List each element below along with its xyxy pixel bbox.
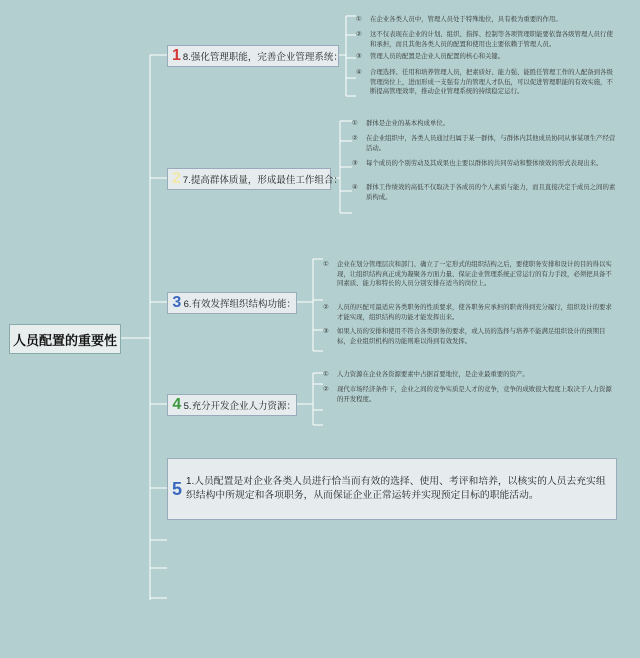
branch-3-label: 6.有效发挥组织结构功能： — [183, 299, 296, 310]
branch-1-item: ④ 合理选择、任用和培养管理人员，把素质好、能力强、能胜任管理工作的人配备到各级管理岗位上，进而形成一支强有力的管理人才队伍，可以促进管理职能的有效实施，不断提高管理效率，推动企业管理系统的持续稳定运行。 — [356, 69, 613, 95]
branch-2[interactable] — [167, 168, 343, 190]
branch-4-label: 5.充分开发企业人力资源： — [183, 401, 296, 412]
branch-5[interactable] — [167, 458, 617, 520]
branch-3-item: ② 人员的匹配可最适应各类职务的性质要求，使各职务应承担的职责得到充分履行，组织设计的要求才能实现，组织结构的功能才能发挥出来。 — [323, 304, 612, 321]
branch-4[interactable] — [167, 394, 297, 416]
branch-1-item: ③ 管理人员的配置是企业人员配置的核心和关键。 — [356, 53, 505, 60]
branch-2-item: ③ 每个成员的个别劳动及其成果也主要以群体的共同劳动和整体绩效的形式表现出来。 — [352, 160, 603, 167]
branch-2-item: ② 在企业组织中，各类人员通过归属于某一群体，与群体内其他成员协同从事某项生产经营活动。 — [352, 135, 616, 152]
branch-1-item: ① 在企业各类人员中，管理人员处于特殊地位，具有极为重要的作用。 — [356, 16, 562, 23]
branch-4-number: 4 — [172, 396, 182, 413]
branch-3-number: 3 — [172, 294, 182, 311]
branch-5-number: 5 — [172, 478, 183, 499]
branch-2-item: ① 群体是企业的基本构成单位。 — [352, 120, 450, 127]
branch-3[interactable] — [167, 292, 297, 314]
branch-3-item: ① 企业在划分管理层次和部门、确立了一定形式的组织结构之后，要使职务安排和设计的目的得以实现，让组织结构真正成为凝聚各方面力量、保证企业管理系统正常运行的有力手段，必须把具备不同素质、能力和特长的人员分别安排在适当的岗位上。 — [323, 261, 612, 287]
root-label: 人员配置的重要性 — [12, 332, 117, 348]
branch-5-text: 1.人员配置是对企业各类人员进行恰当而有效的选择、使用、考评和培养，以核实的人员去充实组织结构中所规定和各项职务，从而保证企业正常运转并实现预定目标的职能活动。 — [186, 476, 606, 501]
branch-3-item: ③ 如果人员的安排和使用不符合各类职务的要求，或人员的选择与培养不能满足组织设计的预期目标，企业组织机构的功能则难以得到有效发挥。 — [323, 328, 606, 345]
branch-1-number: 1 — [172, 47, 181, 64]
branch-2-item: ④ 群体工作绩效的高低不仅取决于各成员的个人素质与能力，而且直接决定于成员之间的素质构成。 — [352, 184, 616, 201]
branch-2-label: 7.提高群体质量，形成最佳工作组合： — [182, 175, 343, 186]
branch-1[interactable] — [167, 45, 343, 67]
branch-2-number: 2 — [172, 170, 181, 187]
branch-4-item: ② 现代市场经济条件下，企业之间的竞争实质是人才的竞争，竞争的成败很大程度上取决于人力资源的开发程度。 — [323, 386, 612, 403]
branch-1-label: 8.强化管理职能，完善企业管理系统： — [182, 52, 343, 63]
root-node[interactable] — [9, 324, 121, 354]
branch-4-item: ① 人力资源在企业各资源要素中占据首要地位，是企业最重要的资产。 — [323, 371, 529, 378]
branch-1-item: ② 这不仅表现在企业的计划、组织、指挥、控制等各项管理职能要依靠各级管理人员行使和承担，而且其他各类人员的配置和使用也主要依赖于管理人员。 — [356, 31, 613, 48]
